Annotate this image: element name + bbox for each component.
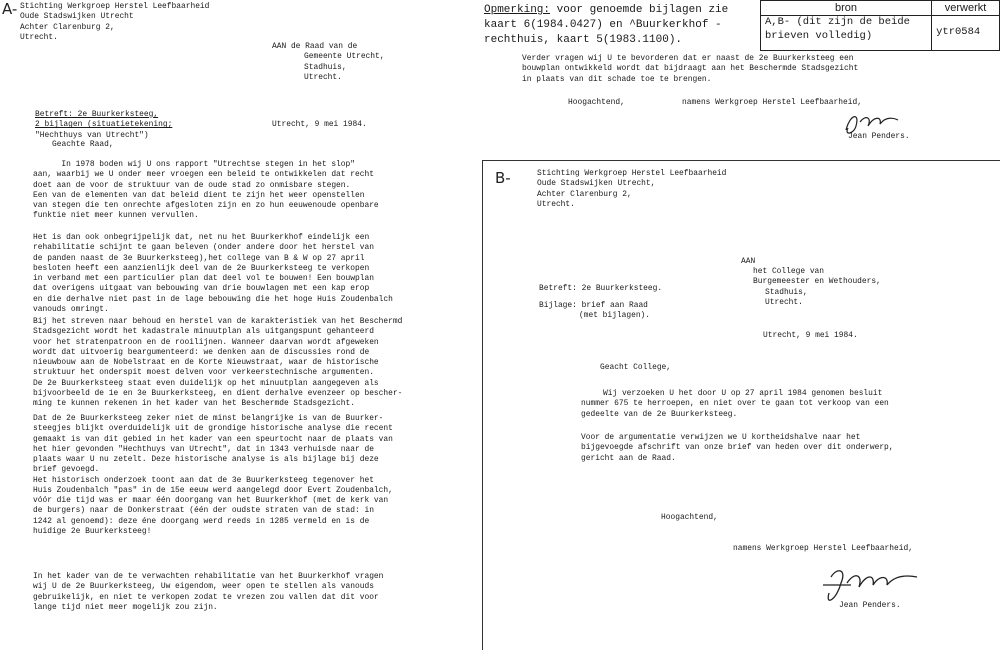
attachment-line: (met bijlagen). <box>579 311 651 321</box>
letter-a-sender <box>20 2 209 43</box>
sender-line: Utrecht. <box>20 32 58 42</box>
body-line: bijgevoegde afschrift van onze brief van heden over dit onderwerp, <box>581 443 894 453</box>
recipient-line: Stadhuis, <box>304 62 347 72</box>
letter-b-closing: Hoogachtend, <box>661 513 718 522</box>
sender-line: Achter Clarenburg 2, <box>20 22 115 32</box>
recipient-line: Burgemeester en Wethouders, <box>753 277 881 287</box>
body-line: ming te kunnen rekenen in het kader van het Beschermde Stadsgezicht. <box>33 399 355 409</box>
body-line: Huis Zoudenbalch "pas" in de 15e eeuw werd aangelegd door Evert Zoudenbalch, <box>33 485 393 495</box>
sender-line: Oude Stadswijken Utrecht <box>20 12 134 22</box>
body-line: Dat de 2e Buurkerksteeg zeker niet de minst belangrijke is van de Buurker- <box>33 414 384 423</box>
letter-a-paragraph-1 <box>33 160 379 222</box>
letter-a-continuation <box>522 54 858 85</box>
letter-b-paragraph-1 <box>581 389 889 420</box>
body-line: Een van de elementen van dat beleid dient te zijn het weer openstellen <box>33 190 365 200</box>
body-line: vanouds omringt. <box>33 304 109 314</box>
letter-b-salutation: Geacht College, <box>600 363 672 372</box>
body-line: funktie niet meer kunnen vervullen. <box>33 211 199 221</box>
letter-b-sender <box>537 169 726 210</box>
body-line: nummer 675 te herroepen, en niet over te gaan tot verkoop van een <box>581 399 889 409</box>
letter-a-subject <box>35 110 172 141</box>
recipient-line: Stadhuis, <box>765 287 808 297</box>
recipient-line: het College van <box>753 267 825 276</box>
body-line: de panden naast de 3e Buurkerksteeg),het college van B & W op 27 april <box>33 253 365 263</box>
body-line: plaats waar U nu zetelt. Deze historische analyse is als bijlage bij deze <box>33 455 379 465</box>
body-line: Stadsgezicht wordt het kadastrale minuutplan als uitgangspunt gehanteerd <box>33 327 374 337</box>
letter-a-closing-org: namens Werkgroep Herstel Leefbaarheid, <box>682 98 862 107</box>
letter-b-sheet <box>482 160 1000 650</box>
letter-b-signer: Jean Penders. <box>839 601 901 610</box>
body-line: gemaakt is van dit gebied in het kader van een speurtocht naar de plaats van <box>33 434 393 444</box>
body-line: Wij verzoeken U het door U op 27 april 1984 genomen besluit <box>603 389 883 398</box>
body-line: steegjes blijkt overduidelijk uit de grondige historische analyse die recent <box>33 424 393 434</box>
letter-a-marker: A- <box>2 0 18 18</box>
body-line: gebruikelijk, en niet te verkopen zodat te vrezen zou vallen dat dit voor <box>33 592 379 602</box>
body-line: wij U de 2e Buurkerksteeg, Uw eigendom, weer open te stellen als vanouds <box>33 582 374 592</box>
recipient-line: Utrecht. <box>304 72 342 82</box>
recipient-line: AAN de Raad van de <box>272 42 358 51</box>
body-line: Verder vragen wij U te bevorderen dat er naast de 2e Buurkerksteeg een <box>522 54 854 63</box>
archive-note <box>484 3 728 48</box>
note-line-2: kaart 6(1984.0427) en ^Buurkerkhof - <box>484 18 722 31</box>
note-text: voor genoemde bijlagen zie <box>550 4 729 16</box>
body-line: 1242 al genoemd): deze éne doorgang werd reeds in 1285 vermeld en is de <box>33 516 370 526</box>
sender-line: Stichting Werkgroep Herstel Leefbaarheid <box>537 169 727 178</box>
sender-line: Achter Clarenburg 2, <box>537 189 632 199</box>
body-line: vóór die tijd was er maar één doorgang van het Buurkerkhof (met de kerk van <box>33 496 389 506</box>
body-line: Bij het streven naar behoud en herstel van de karakteristiek van het Beschermd <box>33 317 403 326</box>
letter-a-recipient <box>272 42 385 83</box>
body-line: in plaats van dit schade toe te brengen. <box>522 74 712 84</box>
body-line: brief gevoegd. <box>33 465 100 475</box>
sender-line: Oude Stadswijken Utrecht, <box>537 179 656 189</box>
body-line: aan, waarbij we U onder meer vroegen een beleid te ontwikkelen dat recht <box>33 170 374 180</box>
letter-b-recipient <box>753 267 881 308</box>
body-line: bouwplan ontwikkeld wordt dat bijdraagt aan het Beschermde Stadsgezicht <box>522 64 859 74</box>
body-line: In 1978 boden wij U ons rapport "Utrechtse stegen in het slop" <box>33 160 355 169</box>
body-line: bijvoorbeeld de 1e en 3e Buurkerksteeg, en dient derhalve evenzeer op bescher- <box>33 388 403 398</box>
sender-line: Utrecht. <box>537 199 575 209</box>
body-line: voor het stratenpatroon en de rooilijnen. Wanneer daarvan wordt afgeweken <box>33 337 379 347</box>
recipient-line: Utrecht. <box>765 297 803 307</box>
body-line: lange tijd niet meer mogelijk zou zijn. <box>33 602 218 612</box>
body-line: gedeelte van de 2e Buurkerksteeg. <box>581 409 738 419</box>
body-line: De 2e Buurkerksteeg staat even duidelijk op het minuutplan aangegeven als <box>33 378 379 388</box>
body-line: Voor de argumentatie verwijzen we U kortheidshalve naar het <box>581 433 861 442</box>
body-line: Het historisch onderzoek toont aan dat de 3e Buurkerksteeg tegenover het <box>33 475 374 485</box>
subject-line: Betreft: 2e Buurkerksteeg, <box>35 110 159 119</box>
body-line: gericht aan de Raad. <box>581 453 676 463</box>
body-line: doet aan de voor de struktuur van de oude stad zo onmisbare stegen. <box>33 180 351 190</box>
letter-b-closing-org: namens Werkgroep Herstel Leefbaarheid, <box>733 544 913 553</box>
archive-meta-table <box>760 0 1000 51</box>
body-line: nieuwbouw aan de Nobelstraat en de Korte Nieuwstraat, waar de historische <box>33 358 379 368</box>
letter-a-signer: Jean Penders. <box>848 132 910 141</box>
letter-b-marker: B- <box>495 169 511 187</box>
note-label: Opmerking: <box>484 4 551 16</box>
body-line: van stegen die ten onrechte afgesloten zijn en zo hun eeuwenoude openbare <box>33 201 379 211</box>
letter-b-subject: Betreft: 2e Buurkerksteeg. <box>539 284 663 293</box>
letter-b-recipient-label: AAN <box>741 257 756 266</box>
sender-line: Stichting Werkgroep Herstel Leefbaarheid <box>20 2 210 11</box>
bron-value: A,B- (dit zijn de beide brieven volledig) <box>761 16 932 51</box>
letter-a-paragraph-5 <box>33 572 383 613</box>
body-line: In het kader van de te verwachten rehabilitatie van het Buurkerkhof vragen <box>33 572 384 581</box>
letter-a-paragraph-3 <box>33 317 402 409</box>
note-line-1 <box>484 3 728 18</box>
letter-a-salutation: Geachte Raad, <box>52 140 114 149</box>
body-line: Het is dan ook onbegrijpelijk dat, net nu het Buurkerkhof eindelijk een <box>33 233 370 242</box>
body-line: de burgers) naar de Donkerstraat (één der oudste straten van de stad: in <box>33 506 374 516</box>
header-bron: bron <box>761 1 932 16</box>
letter-b-paragraph-2 <box>581 433 894 464</box>
verwerkt-value: ytr0584 <box>932 16 1000 51</box>
letter-a-paragraph-2 <box>33 233 393 315</box>
subject-line: "Hechthuys van Utrecht") <box>35 130 149 140</box>
attachment-line: Bijlage: brief aan Raad <box>539 301 648 310</box>
body-line: het hier gevonden "Hechthuys van Utrecht", dat in 1343 verhuisde naar de <box>33 444 374 454</box>
body-line: in verband met een particulier plan dat deel vol te bouwen! Een bouwplan <box>33 274 374 284</box>
letter-a-date: Utrecht, 9 mei 1984. <box>272 120 367 129</box>
note-line-3: rechthuis, kaart 5(1983.1100). <box>484 33 683 46</box>
body-line: huidige 2e Buurkerksteeg! <box>33 526 152 536</box>
letter-a-closing: Hoogachtend, <box>568 98 625 107</box>
body-line: wordt dat uitvoerig beargumenteerd: we denken aan de discussies rond de <box>33 347 370 357</box>
letter-b-date: Utrecht, 9 mei 1984. <box>763 331 858 340</box>
letter-a-paragraph-4 <box>33 414 393 537</box>
body-line: besloten heeft een aanzienlijk deel van de 2e Buurkerksteeg te verkopen <box>33 263 370 273</box>
header-verwerkt: verwerkt <box>932 1 1000 16</box>
body-line: rehabilitatie schijnt te gaan beleven (onder andere door het herstel van <box>33 243 374 253</box>
body-line: struktuur het onderspit moest delven voor verkeerstechnische argumenten. <box>33 368 374 378</box>
letter-b-attachment <box>539 301 650 322</box>
subject-line: 2 bijlagen (situatietekening; <box>35 120 173 130</box>
recipient-line: Gemeente Utrecht, <box>304 52 385 62</box>
body-line: en die derhalve niet past in de lage bebouwing die het hoge Huis Zoudenbalch <box>33 294 393 304</box>
body-line: dat overigens uitgaat van bebouwing van drie bouwlagen met een kap erop <box>33 284 370 294</box>
